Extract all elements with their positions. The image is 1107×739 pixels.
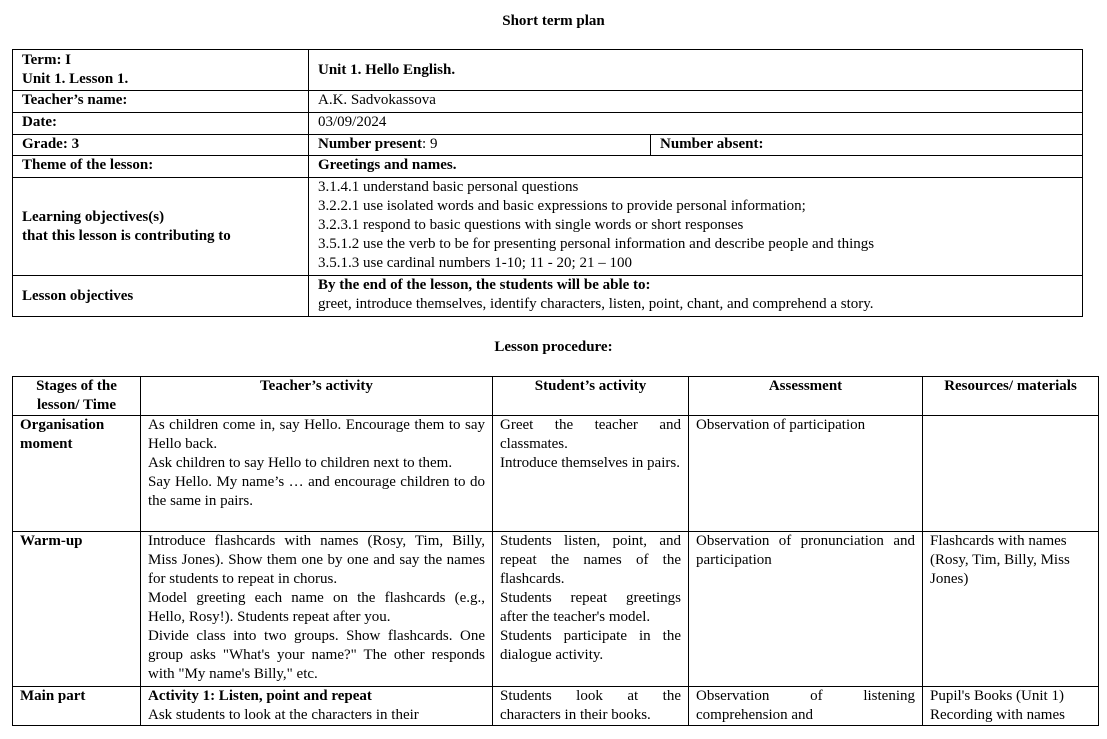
teacher-activity-item: Divide class into two groups. Show flashcards. One group asks "What's your name?" The other responds with "My name's Billy," etc.: [148, 628, 485, 682]
grade-label: Grade: 3: [13, 135, 309, 156]
activity-title: Activity 1: Listen, point and repeat: [148, 688, 372, 704]
objective-item: 3.1.4.1 understand basic personal questions: [318, 179, 579, 195]
lesson-objectives-intro: By the end of the lesson, the students will be able to:: [318, 277, 651, 293]
table-row: [13, 532, 1099, 687]
resources-cell: [923, 416, 1099, 532]
student-activity-cell: [493, 416, 689, 532]
learning-objectives-list: [309, 178, 1083, 276]
lesson-objectives-cell: [309, 276, 1083, 317]
header-stages: Stages of the lesson/ Time: [13, 377, 141, 416]
assessment-cell: Observation of participation: [689, 416, 923, 532]
stage-cell: Organisation moment: [13, 416, 141, 532]
teacher-activity-item: Ask children to say Hello to children next to them.: [148, 455, 453, 471]
student-activity-item: Students repeat greetings after the teacher's model.: [500, 590, 681, 625]
teacher-activity-item: Model greeting each name on the flashcards (e.g., Hello, Rosy!). Students repeat after you.: [148, 590, 485, 625]
student-activity-item: Introduce themselves in pairs.: [500, 455, 680, 471]
absent-label: Number absent:: [651, 135, 1083, 156]
header-teacher: Teacher’s activity: [141, 377, 493, 416]
term-label: Term: I: [22, 52, 72, 68]
present-label: Number present: [318, 136, 423, 152]
learning-objectives-label: Learning objectives(s): [22, 208, 165, 225]
header-assessment: Assessment: [689, 377, 923, 416]
present-cell: [309, 135, 651, 156]
lesson-objectives-text: greet, introduce themselves, identify characters, listen, point, chant, and comprehend a story.: [318, 296, 874, 312]
resource-item: Pupil's Books (Unit 1): [930, 688, 1064, 704]
objective-item: 3.5.1.3 use cardinal numbers 1-10; 11 - 20; 21 – 100: [318, 255, 632, 271]
teacher-activity-item: Introduce flashcards with names (Rosy, Tim, Billy, Miss Jones). Show them one by one and say the names for students to repeat in chorus.: [148, 533, 485, 587]
teacher-value: A.K. Sadvokassova: [309, 91, 1083, 113]
student-activity-item: Greet the teacher and classmates.: [500, 417, 681, 452]
procedure-table: [12, 376, 1099, 726]
unit-title: Unit 1. Hello English.: [309, 50, 1083, 91]
learning-objectives-sublabel: that this lesson is contributing to: [22, 227, 231, 244]
teacher-activity-item: Say Hello. My name’s … and encourage children to do the same in pairs.: [148, 474, 485, 509]
student-activity-cell: [493, 532, 689, 687]
student-activity-item: Students look at the characters in their books.: [500, 688, 681, 723]
header-resources: Resources/ materials: [923, 377, 1099, 416]
teacher-activity-cell: [141, 532, 493, 687]
student-activity-item: Students participate in the dialogue activity.: [500, 628, 681, 663]
date-label: Date:: [13, 113, 309, 135]
theme-value: Greetings and names.: [309, 156, 1083, 178]
document-title: Short term plan: [502, 13, 605, 29]
term-cell: [13, 50, 309, 91]
date-value: 03/09/2024: [309, 113, 1083, 135]
teacher-label: Teacher’s name:: [13, 91, 309, 113]
lesson-objectives-label: Lesson objectives: [13, 276, 309, 317]
teacher-activity-item: Ask students to look at the characters in their: [148, 707, 419, 723]
student-activity-item: Students listen, point, and repeat the names of the flashcards.: [500, 533, 681, 587]
assessment-cell: Observation of pronunciation and participation: [689, 532, 923, 687]
table-row: [13, 416, 1099, 532]
plan-table: [12, 49, 1083, 317]
resources-cell: [923, 687, 1099, 726]
resources-cell: Flashcards with names (Rosy, Tim, Billy, Miss Jones): [923, 532, 1099, 687]
objective-item: 3.2.2.1 use isolated words and basic expressions to provide personal information;: [318, 198, 806, 214]
teacher-activity-item: As children come in, say Hello. Encourage them to say Hello back.: [148, 417, 485, 452]
header-student: Student’s activity: [493, 377, 689, 416]
teacher-activity-cell: [141, 687, 493, 726]
unit-lesson-label: Unit 1. Lesson 1.: [22, 71, 129, 87]
theme-label: Theme of the lesson:: [13, 156, 309, 178]
objective-item: 3.5.1.2 use the verb to be for presenting personal information and describe people and things: [318, 236, 875, 252]
stage-cell: Warm-up: [13, 532, 141, 687]
present-value: : 9: [422, 136, 438, 152]
teacher-activity-cell: [141, 416, 493, 532]
resource-item: Recording with names: [930, 707, 1065, 723]
stage-cell: Main part: [13, 687, 141, 726]
procedure-title: Lesson procedure:: [494, 339, 613, 355]
table-row: [13, 687, 1099, 726]
student-activity-cell: [493, 687, 689, 726]
learning-objectives-label-cell: [13, 178, 309, 276]
assessment-cell: Observation of listening comprehension and: [689, 687, 923, 726]
objective-item: 3.2.3.1 respond to basic questions with single words or short responses: [318, 217, 744, 233]
